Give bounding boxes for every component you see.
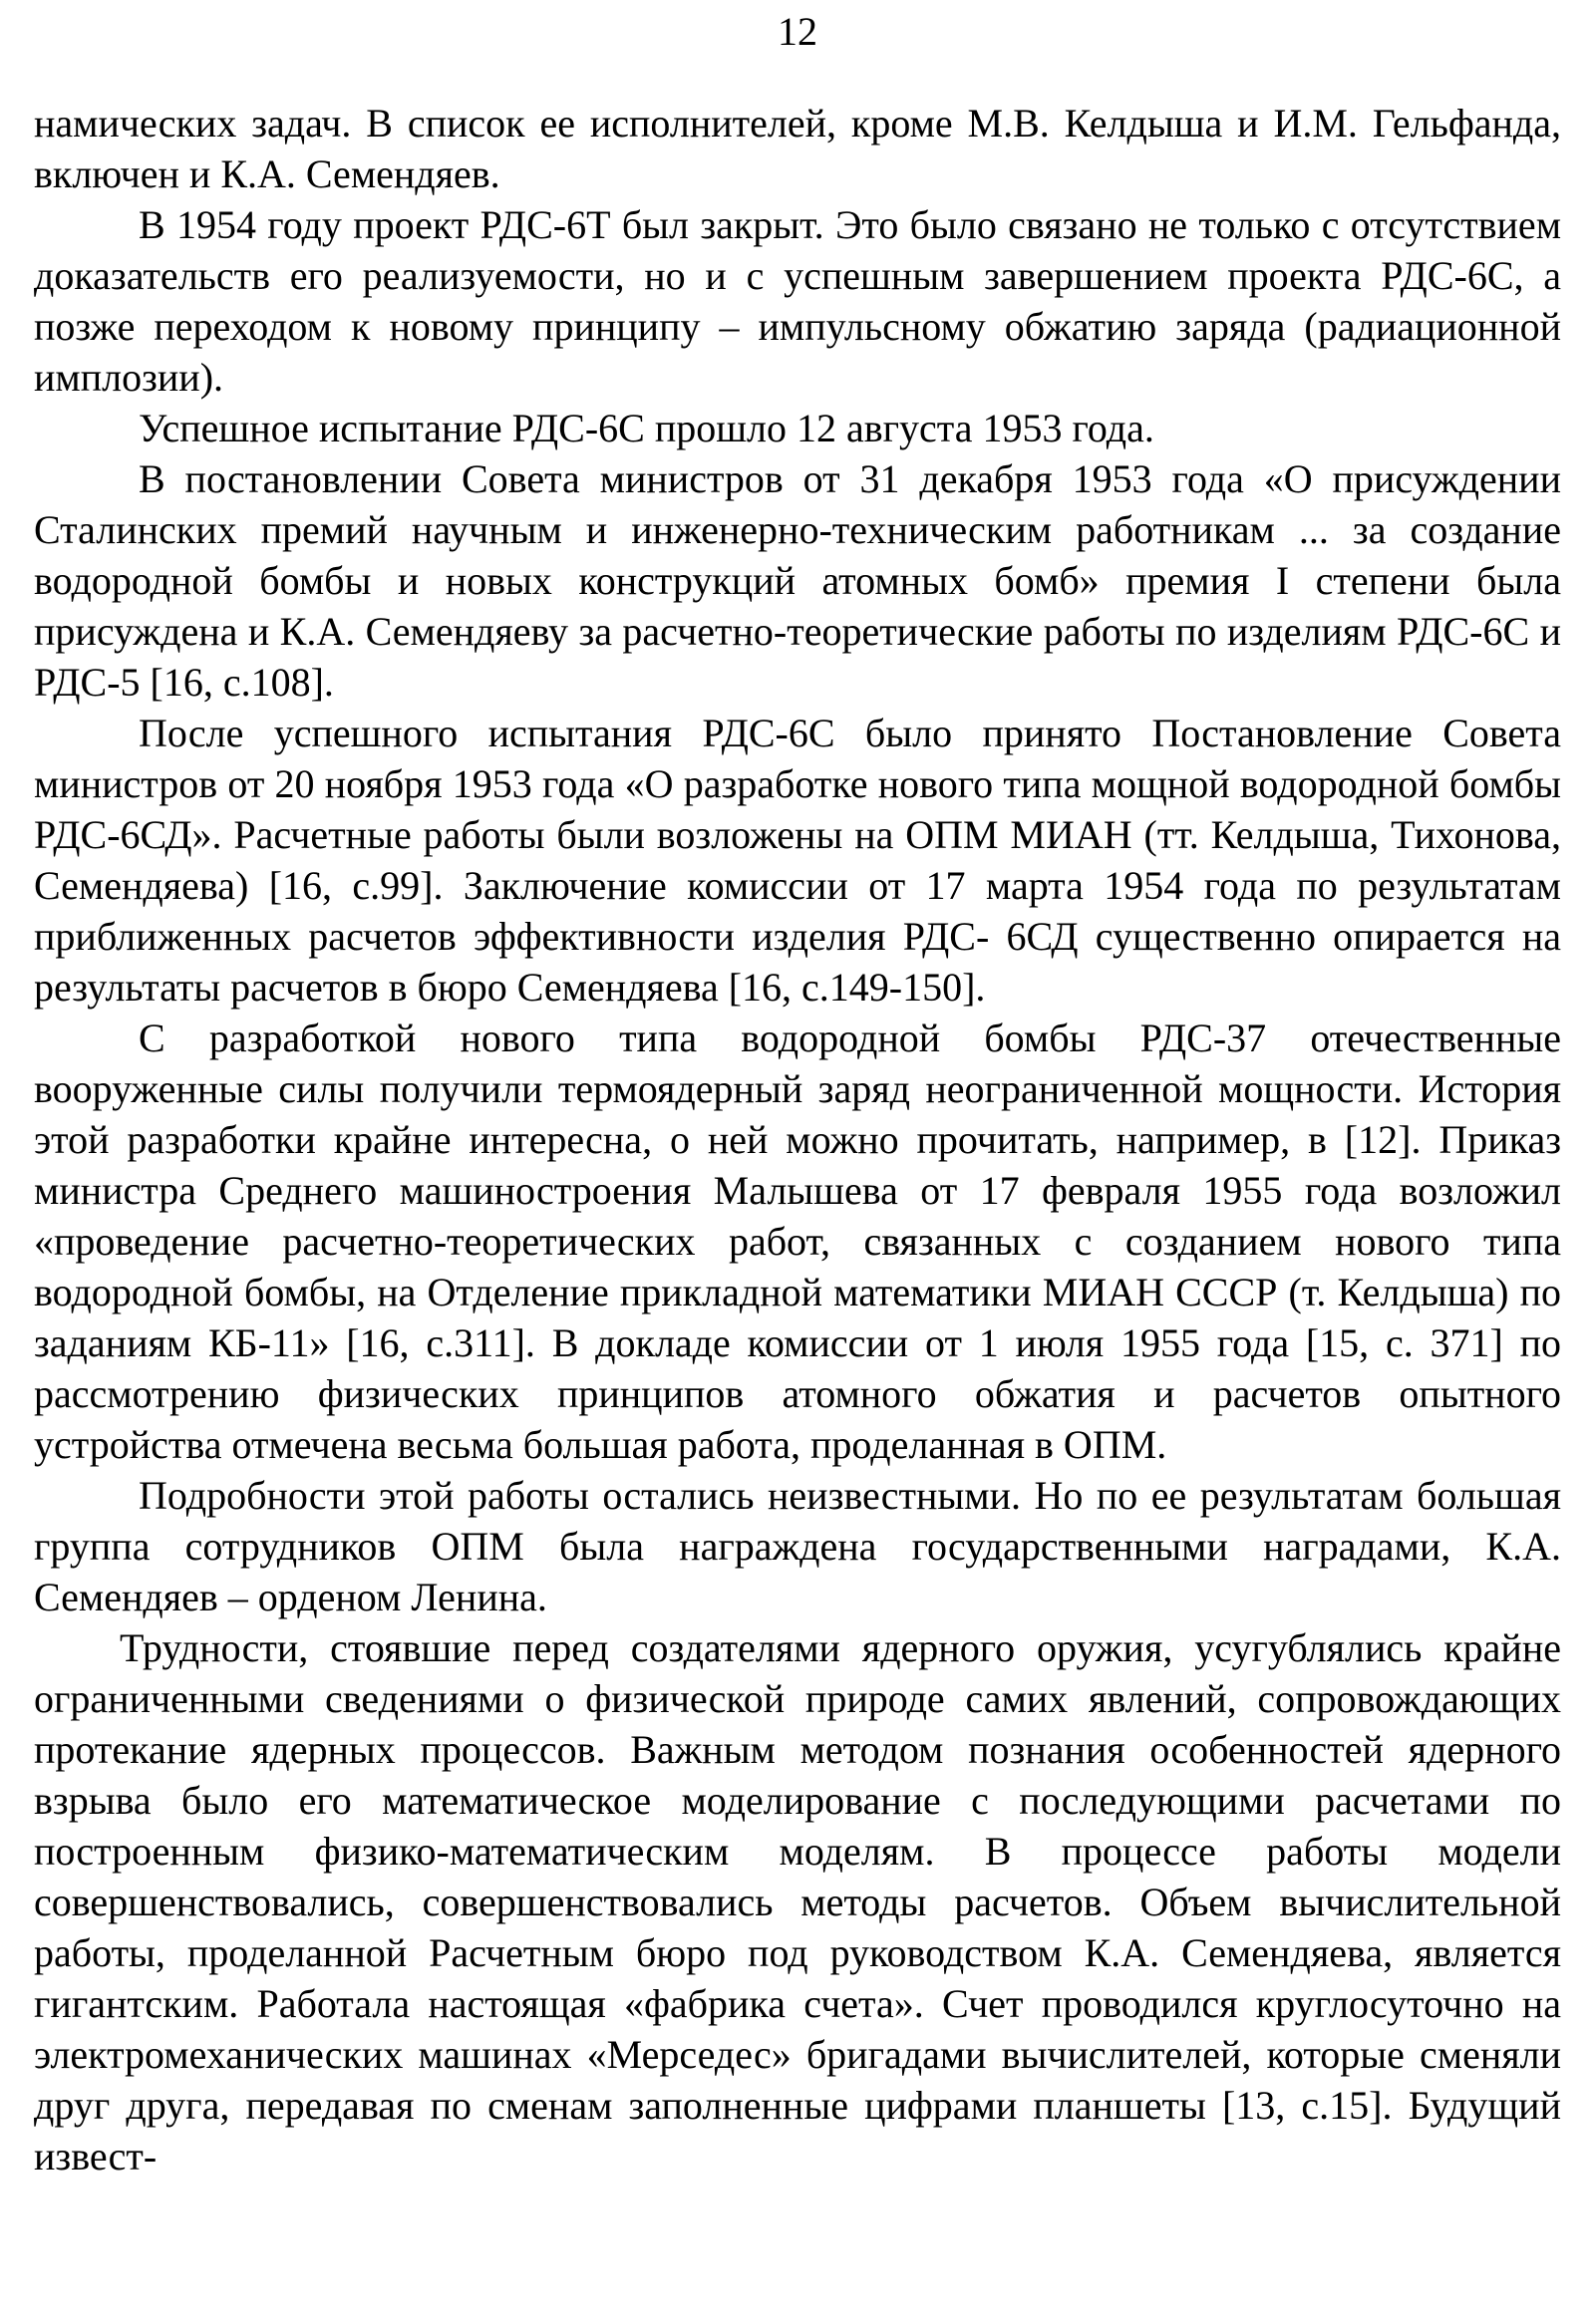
paragraph-8: Трудности, стоявшие перед создателями ядерного оружия, усугублялись крайне ограниченными сведениями о физической природе самих явлений, сопровождающих протекание ядерных процессов. Важным методом познания особенностей ядерного взрыва было его математическое моделирование с последующими расчетами по построенным физико-математическим моделям. В процессе работы модели совершенствовались, совершенствовались методы расчетов. Объем вычислительной работы, проделанной Расчетным бюро под руководством К.А. Семендяева, является гигантским. Работала настоящая «фабрика счета». Счет проводился круглосуточно на электромеханических машинах «Мерседес» бригадами вычислителей, которые сменяли друг друга, передавая по сменам заполненные цифрами планшеты [13, с.15]. Будущий извест-	[34, 1625, 1561, 2179]
page-number: 12	[778, 9, 817, 54]
paragraph-3: Успешное испытание РДС-6С прошло 12 августа 1953 года.	[139, 406, 1154, 450]
paragraph-1: намических задач. В список ее исполнителей, кроме М.В. Келдыша и И.М. Гельфанда, включен и К.А. Семендяев.	[34, 101, 1561, 196]
paragraph-6: С разработкой нового типа водородной бомбы РДС-37 отечественные вооруженные силы получили термоядерный заряд неограниченной мощности. История этой разработки крайне интересна, о ней можно прочитать, например, в [12]. Приказ министра Среднего машиностроения Малышева от 17 февраля 1955 года возложил «проведение расчетно-теоретических работ, связанных с созданием нового типа водородной бомбы, на Отделение прикладной математики МИАН СССР (т. Келдыша) по заданиям КБ-11» [16, с.311]. В докладе комиссии от 1 июля 1955 года [15, с. 371] по рассмотрению физических принципов атомного обжатия и расчетов опытного устройства отмечена весьма большая работа, проделанная в ОПМ.	[34, 1016, 1561, 1467]
paragraph-5: После успешного испытания РДС-6С было принято Постановление Совета министров от 20 ноября 1953 года «О разработке нового типа мощной водородной бомбы РДС-6СД». Расчетные работы были возложены на ОПМ МИАН (тт. Келдыша, Тихонова, Семендяева) [16, с.99]. Заключение комиссии от 17 марта 1954 года по результатам приближенных расчетов эффективности изделия РДС- 6СД существенно опирается на результаты расчетов в бюро Семендяева [16, с.149-150].	[34, 711, 1561, 1010]
paragraph-4: В постановлении Совета министров от 31 декабря 1953 года «О присуждении Сталинских премий научным и инженерно-техническим работникам ... за создание водородной бомбы и новых конструкций атомных бомб» премия I степени была присуждена и К.А. Семендяеву за расчетно-теоретические работы по изделиям РДС-6С и РДС-5 [16, с.108].	[34, 456, 1561, 705]
paragraph-2: В 1954 году проект РДС-6Т был закрыт. Это было связано не только с отсутствием доказательств его реализуемости, но и с успешным завершением проекта РДС-6С, а позже переходом к новому принципу – импульсному обжатию заряда (радиационной имплозии).	[34, 202, 1561, 400]
paragraph-7: Подробности этой работы остались неизвестными. Но по ее результатам большая группа сотрудников ОПМ была награждена государственными наградами, К.А. Семендяев – орденом Ленина.	[34, 1473, 1561, 1619]
